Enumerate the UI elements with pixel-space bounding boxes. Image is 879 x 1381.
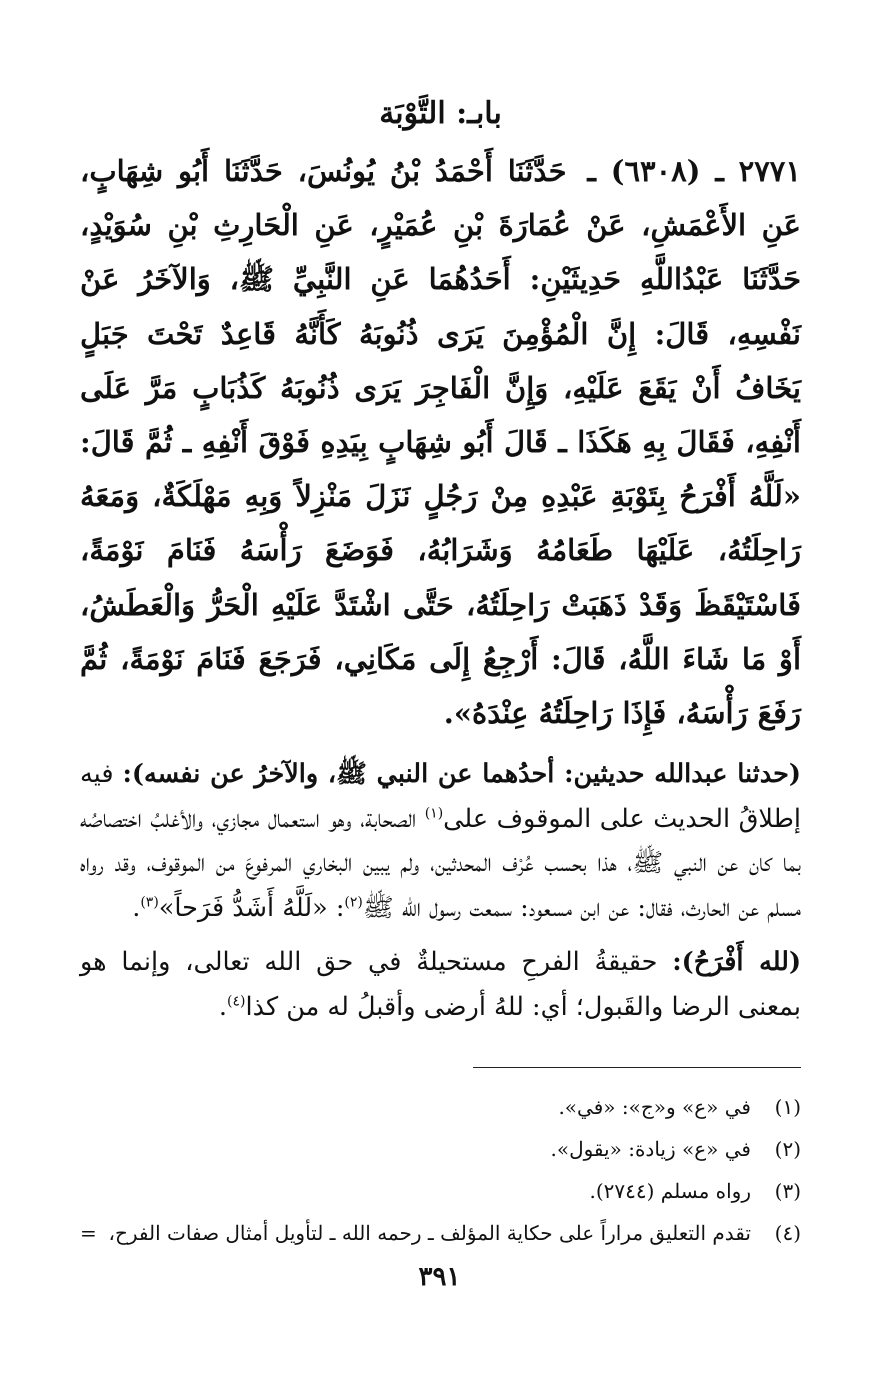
hadith-paragraph [80,144,801,740]
commentary-lemma: (لله أَفْرَحُ): [672,947,802,978]
footnote-text: في «ع» زيادة: «يقول». [550,1137,751,1162]
footnote-ref[interactable]: (٢) [344,894,363,911]
footnote-ref[interactable]: (٣) [140,894,159,911]
page-number: ٣٩١ [418,1262,461,1292]
footnote-number: (٣) [774,1179,801,1204]
commentary-text: . [132,892,141,923]
commentary-text: . [218,991,228,1022]
footnote-2 [80,1128,801,1170]
commentary-quote: : «لَلَّهُ أَشَدُّ فَرَحاً» [158,892,345,923]
footnote-text: رواه مسلم (٢٧٤٤). [589,1179,751,1204]
hadith-number: ٢٧٧١ ـ (٦٣٠٨) ـ [587,154,801,188]
commentary-paragraph-2 [80,940,801,1029]
footnote-divider [473,1067,801,1068]
footnote-ref[interactable]: (١) [424,805,444,822]
commentary-lemma: (حدثنا عبدالله حديثين: أحدُهما عن النبي ﷺ، والآخرُ عن نفسه): [122,759,801,790]
footnote-ref[interactable]: (٤) [227,993,246,1010]
footnote-4 [80,1212,801,1254]
footnote-list [80,1086,801,1254]
chapter-title: بابـ: التَّوْبَة [379,96,502,131]
footnote-number: (١) [774,1095,801,1120]
footnote-text: في «ع» و«ج»: «في». [558,1095,751,1120]
footnote-number: (٤) [774,1221,801,1246]
footnote-3 [80,1170,801,1212]
footnote-number: (٢) [774,1137,801,1162]
footnote-1 [80,1086,801,1128]
commentary-text: الصحابة، وهو استعمال مجازي، والأغلبُ اختصاصُه بما كان عن النبي ﷺ، هذا بحسب عُرْف المحدثين، ولم يبين البخاري المرفوعَ من الموقوف، وقد رواه مسلم عن الحارث، فقال: عن ابن مسعود: سمعت رسول الله ﷺ [80,803,801,923]
footnote-text: تقدم التعليق مراراً على حكاية المؤلف ـ رحمه الله ـ لتأويل أمثال صفات الفرح، [108,1221,751,1246]
commentary-text: فيه إطلاقُ الحديث على الموقوف على [80,759,801,834]
commentary-text: حقيقةُ الفرحِ مستحيلةٌ في حق الله تعالى، وإنما هو بمعنى الرضا والقَبول؛ أي: للهُ أرضى وأقبلُ له من كذا [80,947,801,1022]
commentary-paragraph-1 [80,752,801,930]
hadith-text: حَدَّثَنَا أَحْمَدُ بْنُ يُونُسَ، حَدَّثَنَا أَبُو شِهَابٍ، عَنِ الأَعْمَشِ، عَنْ عُمَارَةَ بْنِ عُمَيْرٍ، عَنِ الْحَارِثِ بْنِ سُوَيْدٍ، حَدَّثَنَا عَبْدُاللَّهِ حَدِيثَيْنِ: أَحَدُهُمَا عَنِ النَّبِيِّ ﷺ، وَالآخَرُ عَنْ نَفْسِهِ، قَالَ: إِنَّ الْمُؤْمِنَ يَرَى ذُنُوبَهُ كَأَنَّهُ قَاعِدٌ تَحْتَ جَبَلٍ يَخَافُ أَنْ يَقَعَ عَلَيْهِ، وَإِنَّ الْفَاجِرَ يَرَى ذُنُوبَهُ كَذُبَابٍ مَرَّ عَلَى أَنْفِهِ، فَقَالَ بِهِ هَكَذَا ـ قَالَ أَبُو شِهَابٍ بِيَدِهِ فَوْقَ أَنْفِهِ ـ ثُمَّ قَالَ: «لَلَّهُ أَفْرَحُ بِتَوْبَةِ عَبْدِهِ مِنْ رَجُلٍ نَزَلَ مَنْزِلاً وَبِهِ مَهْلَكَةٌ، وَمَعَهُ رَاحِلَتُهُ، عَلَيْهَا طَعَامُهُ وَشَرَابُهُ، فَوَضَعَ رَأْسَهُ فَنَامَ نَوْمَةً، فَاسْتَيْقَظَ وَقَدْ ذَهَبَتْ رَاحِلَتُهُ، حَتَّى اشْتَدَّ عَلَيْهِ الْحَرُّ وَالْعَطَشُ، أَوْ مَا شَاءَ اللَّهُ، قَالَ: أَرْجِعُ إِلَى مَكَانِي، فَرَجَعَ فَنَامَ نَوْمَةً، ثُمَّ رَفَعَ رَأْسَهُ، فَإِذَا رَاحِلَتُهُ عِنْدَهُ». [80,154,801,731]
footnote-continuation-mark: = [80,1221,97,1246]
